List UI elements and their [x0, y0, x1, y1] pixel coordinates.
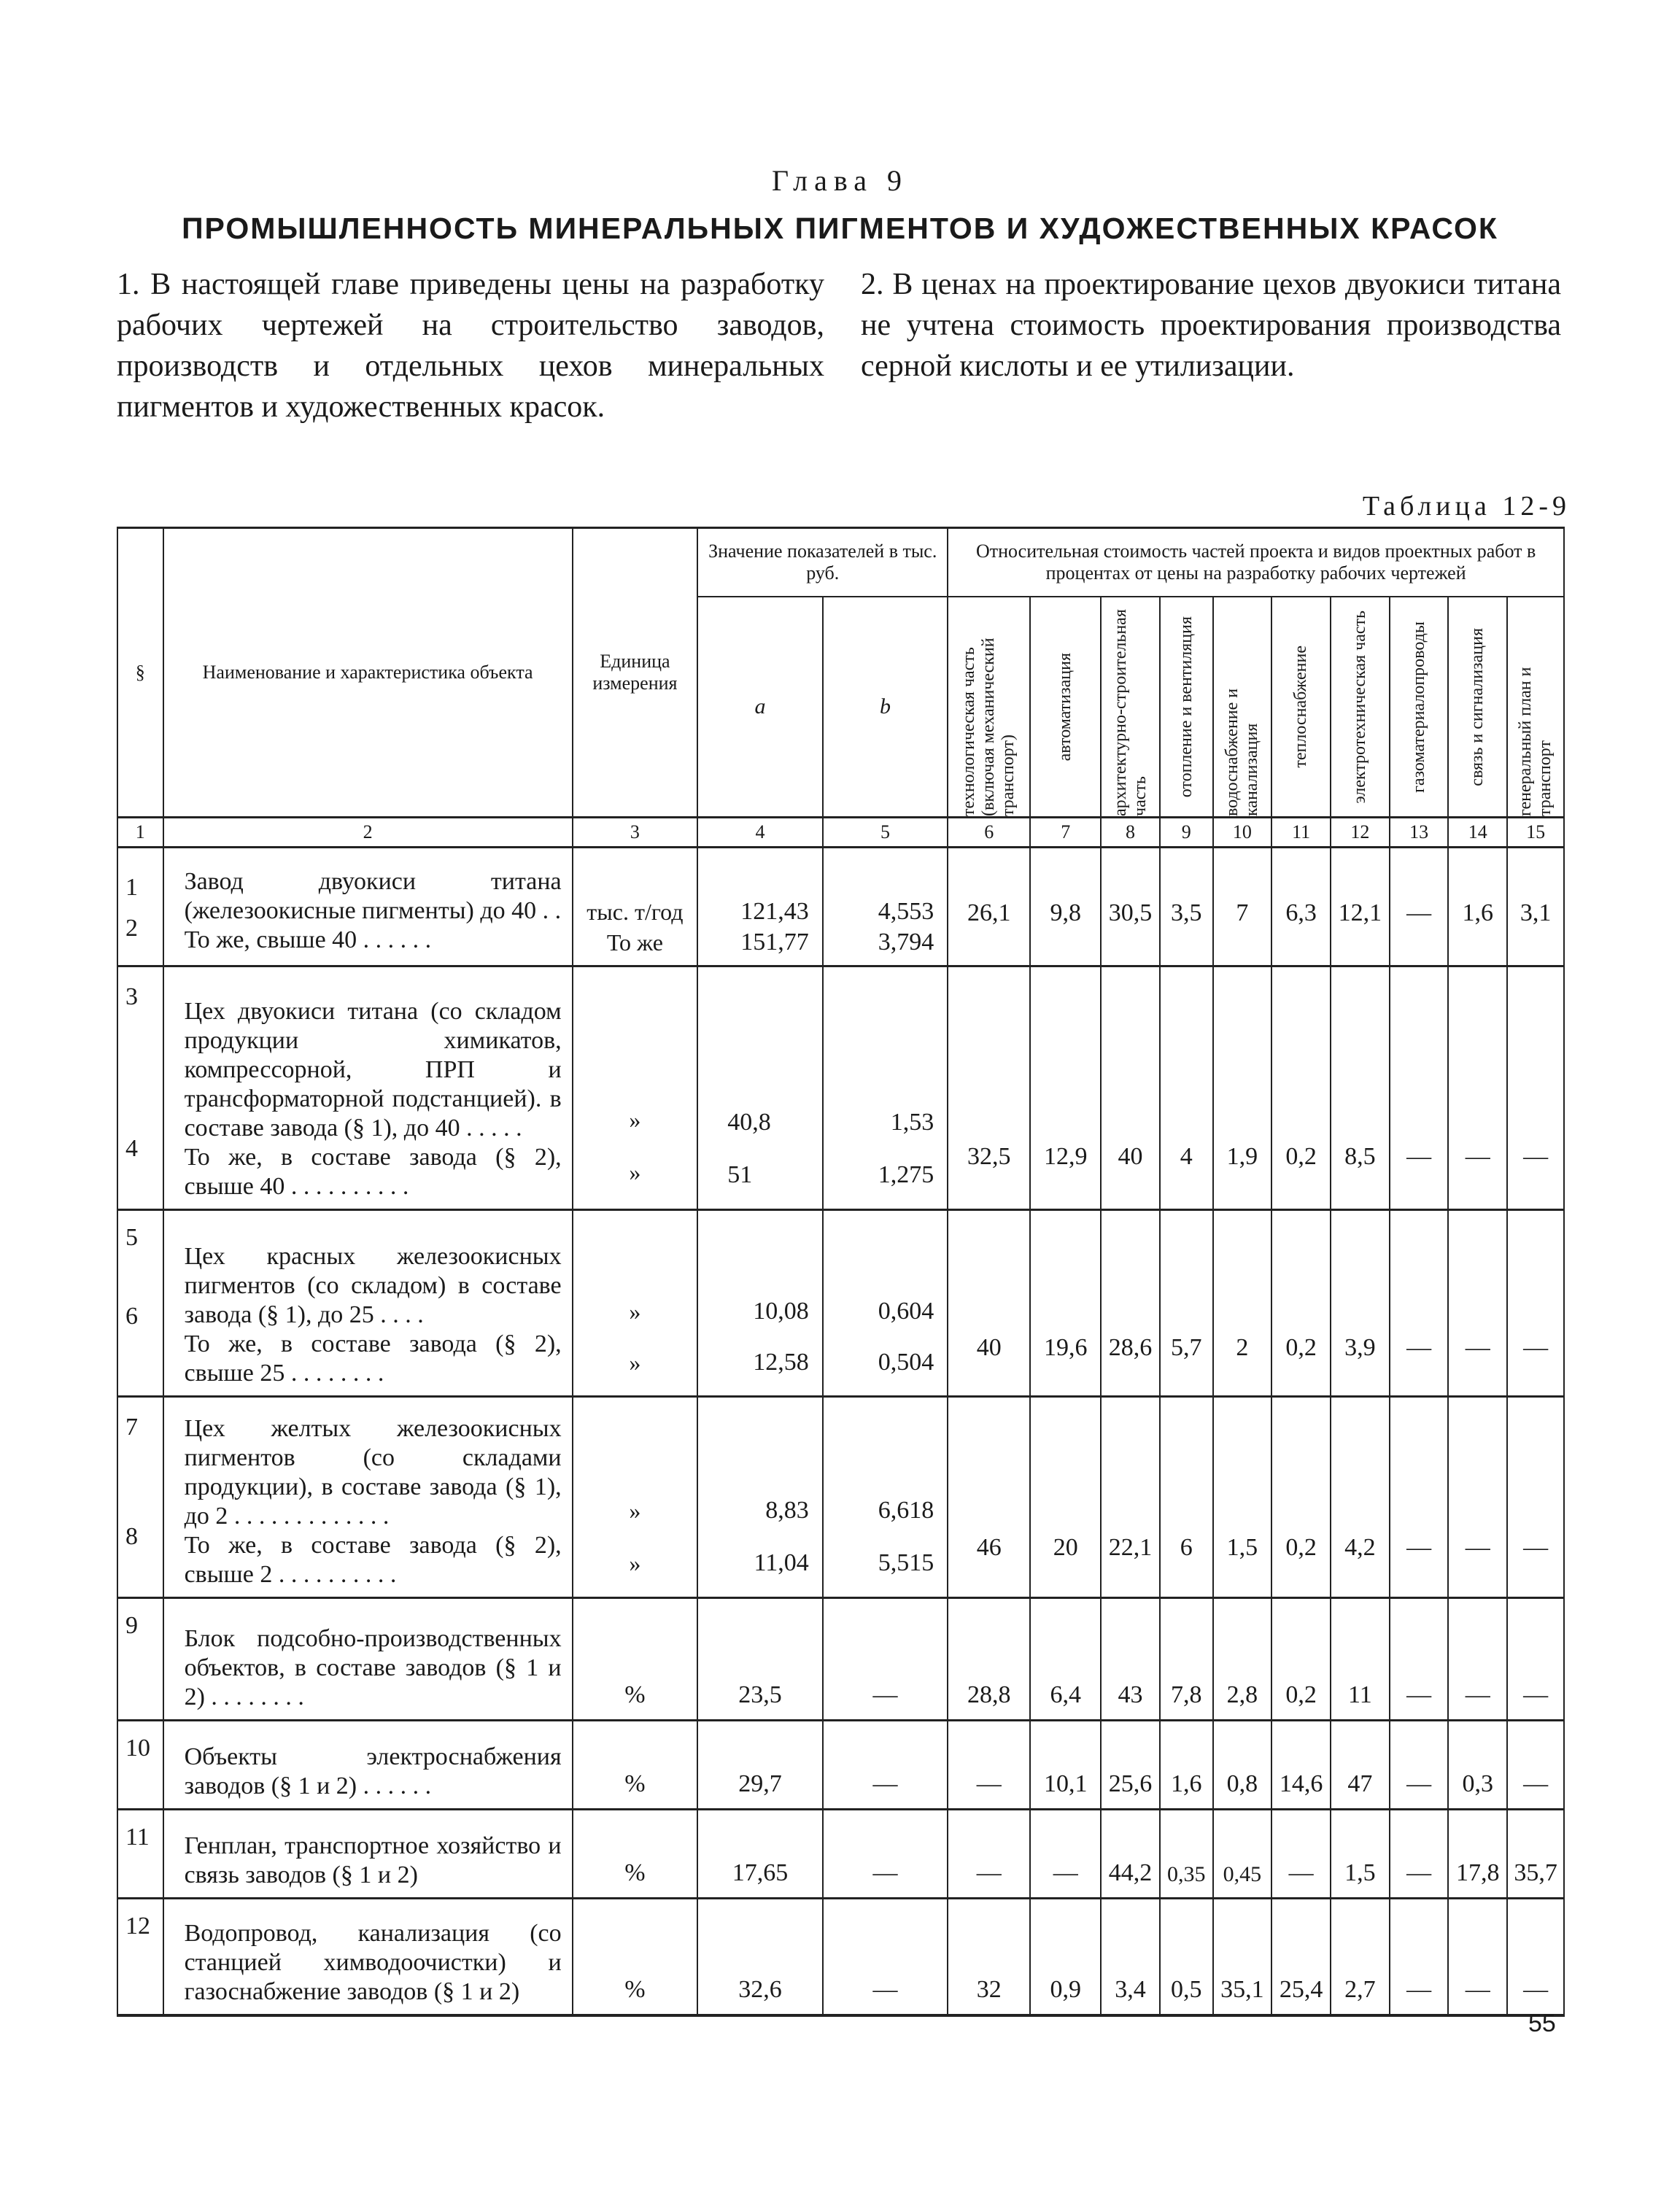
- header-unit: Единица измерения: [573, 528, 698, 818]
- header-col-water: водоснабжение и канализация: [1213, 597, 1272, 818]
- header-paragraph: §: [117, 528, 163, 818]
- table-row: 1 2 Завод двуокиси титана (железоокисные пигменты) до 40 . . То же, свыше 40 . . . . . . тыс. т/год То же 121,43 151,77 4,553 3,794 26,1 9,8 30,5 3,5 7 6,3 12,1 — 1,6 3,1: [117, 848, 1564, 966]
- header-col-general-plan: генеральный план и транспорт: [1507, 597, 1564, 818]
- header-col-communication: связь и сигнализация: [1448, 597, 1507, 818]
- chapter-label: Глава 9: [772, 164, 908, 197]
- intro-paragraph-1: 1. В настоящей главе приведены цены на разработку рабочих чертежей на строительство заводов, производств и отдельных цехов минеральных пигментов и художественных красок.: [117, 268, 824, 424]
- price-table: [117, 527, 1565, 2017]
- header-b: b: [823, 597, 948, 818]
- header-a: a: [697, 597, 823, 818]
- table-row: 5 6 Цех красных железоокисных пигментов (со складом) в составе завода (§ 1), до 25 . . . . То же, в составе завода (§ 2), свыше 25 . . . . . . . . » » 10,08 12,58 0,604 0,504 40 19,6 28,6 5,7 2 0,2 3,9 — — —: [117, 1210, 1564, 1397]
- table-row: 11 Генплан, транспортное хозяйство и связь заводов (§ 1 и 2) % 17,65 — — — 44,2 0,35 0,45 — 1,5 — 17,8 35,7: [117, 1810, 1564, 1899]
- table-caption: Таблица 12-9: [1362, 491, 1571, 522]
- table-row: 12 Водопровод, канализация (со станцией химводоочистки) и газоснабжение заводов (§ 1 и 2) % 32,6 — 32 0,9 3,4 0,5 35,1 25,4 2,7 — — —: [117, 1899, 1564, 2015]
- page-number: 55: [1528, 2010, 1556, 2037]
- header-name: Наименование и характеристика объекта: [163, 528, 573, 818]
- header-col-electrical: электротехническая часть: [1331, 597, 1390, 818]
- header-col-heating: отопление и вентиляция: [1160, 597, 1213, 818]
- chapter-title: ПРОМЫШЛЕННОСТЬ МИНЕРАЛЬНЫХ ПИГМЕНТОВ И ХУДОЖЕСТВЕННЫХ КРАСОК: [182, 212, 1498, 245]
- header-col-heat-supply: теплоснабжение: [1271, 597, 1331, 818]
- header-col-gas-pipelines: газоматериалопроводы: [1390, 597, 1449, 818]
- column-number-row: 1 2 3 4 5 6 7 8 9 10 11 12 13 14 15: [117, 818, 1564, 848]
- table-row: 7 8 Цех желтых железоокисных пигментов (со складами продукции), в составе завода (§ 1), до 2 . . . . . . . . . . . . . То же, в составе завода (§ 2), свыше 2 . . . . . . . . . . » » 8,83 11,04 6,618 5,515 46 20 22,1 6 1,5 0,2 4,2 — — —: [117, 1397, 1564, 1598]
- header-col-technology: технологическая часть (включая механический транспорт): [948, 597, 1030, 818]
- header-relative-cost-group: Относительная стоимость частей проекта и видов проектных работ в процентах от цены на разработку рабочих чертежей: [948, 528, 1564, 597]
- table-row: 3 4 Цех двуокиси титана (со складом продукции химикатов, компрессорной, ПРП и трансформаторной подстанцией). в составе завода (§ 1), до 40 . . . . . То же, в составе завода (§ 2), свыше 40 . . . . . . . . . . » » 40,8 51 1,53 1,275 32,5 12,9 40 4 1,9 0,2 8,5 — — —: [117, 966, 1564, 1210]
- header-values-group: Значение показателей в тыс. руб.: [697, 528, 948, 597]
- table-row: 10 Объекты электроснабжения заводов (§ 1 и 2) . . . . . . % 29,7 — — 10,1 25,6 1,6 0,8 14,6 47 — 0,3 —: [117, 1721, 1564, 1810]
- intro-paragraph-2: 2. В ценах на проектирование цехов двуокиси титана не учтена стоимость проектирования производства серной кислоты и ее утилизации.: [861, 268, 1561, 383]
- header-col-architecture: архитектурно-строительная часть: [1101, 597, 1160, 818]
- table-row: 9 Блок подсобно-производственных объектов, в составе заводов (§ 1 и 2) . . . . . . . . % 23,5 — 28,8 6,4 43 7,8 2,8 0,2 11 — — —: [117, 1598, 1564, 1721]
- header-col-automation: автоматизация: [1030, 597, 1101, 818]
